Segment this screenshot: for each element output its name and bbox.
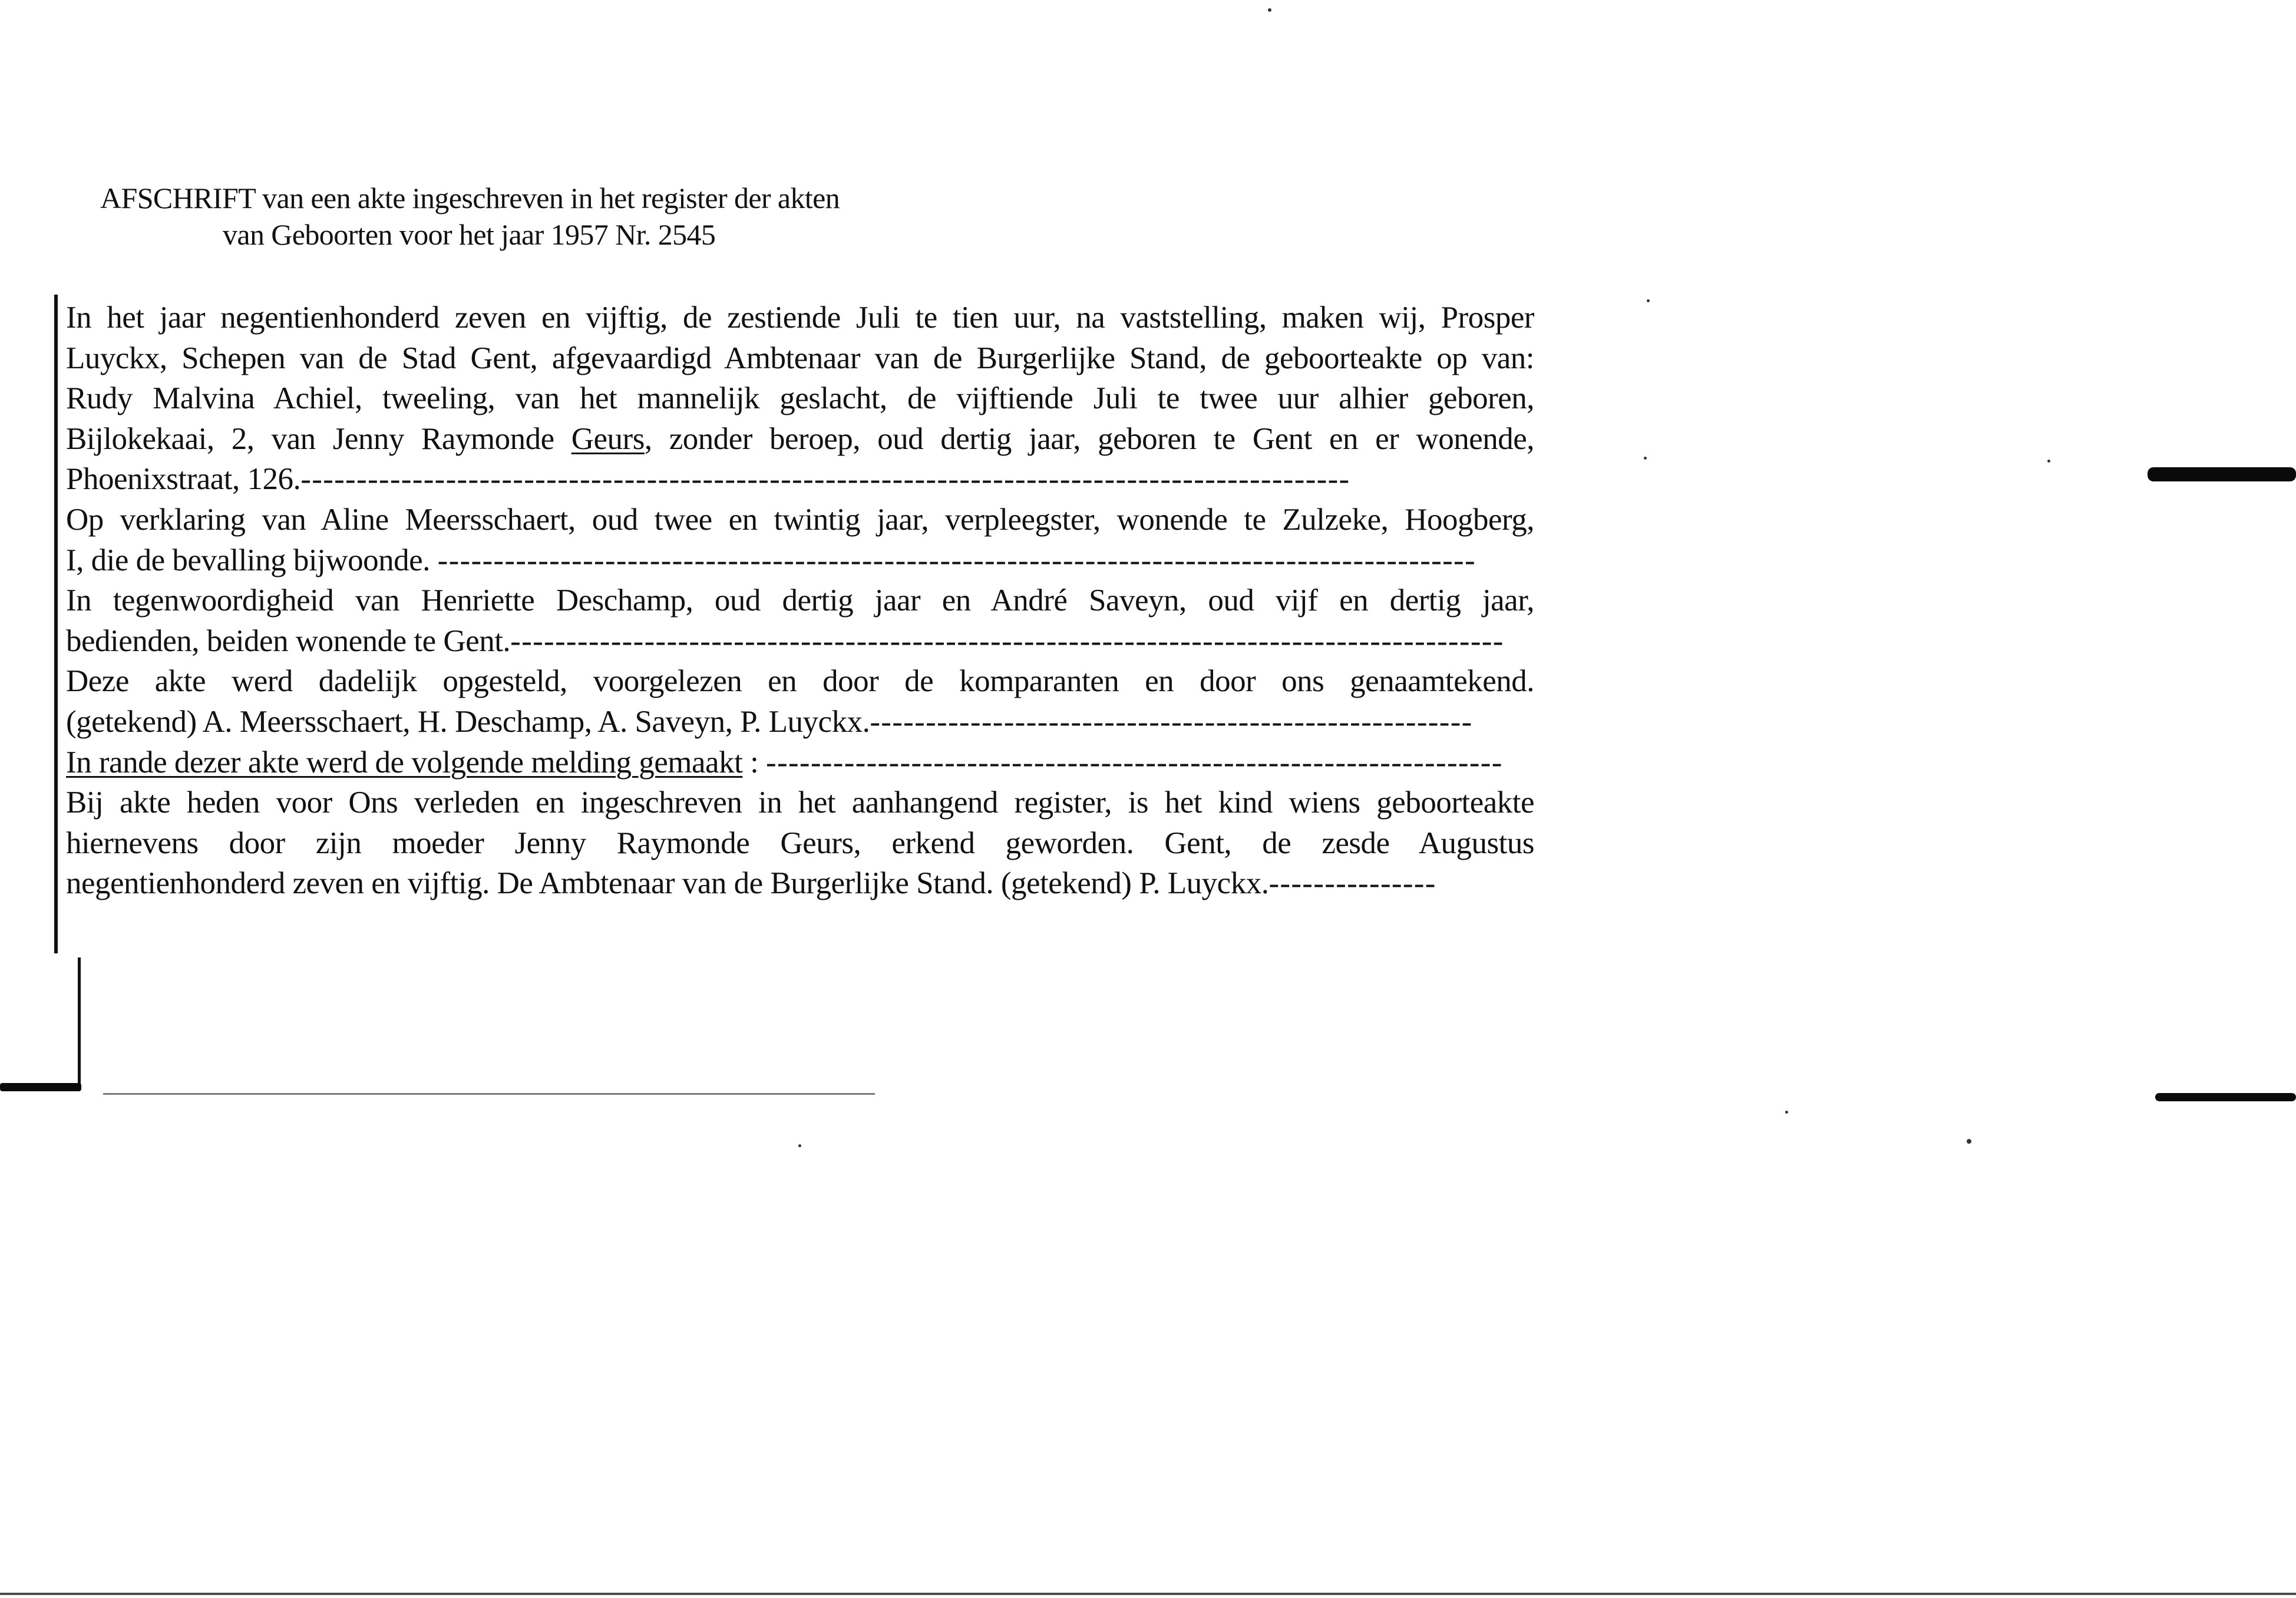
speck — [798, 1144, 801, 1147]
text-line — [66, 500, 1534, 540]
line-text-content: Bij akte heden voor Ons verleden en ingeschreven in het aanhangend register, is het kind wiens geboorteakte — [66, 785, 1534, 820]
line-text-content: In het jaar negentienhonderd zeven en vijftig, de zestiende Juli te tien uur, na vaststelling, maken wij, Prosper — [66, 301, 1534, 335]
text-line — [66, 419, 1534, 460]
scan-mark-right-top — [2148, 467, 2296, 481]
line-text-content: hiernevens door zijn moeder Jenny Raymonde Geurs, erkend geworden. Gent, de zesde Augustus — [66, 826, 1534, 860]
text-line — [66, 378, 1534, 419]
text-line — [66, 702, 1534, 742]
text-line — [66, 621, 1534, 662]
speck — [1647, 299, 1650, 302]
document-header — [88, 180, 901, 253]
text-line — [66, 459, 1534, 500]
text-line — [66, 783, 1534, 823]
scan-mark-bottom-left — [0, 1083, 81, 1091]
text-line — [66, 298, 1534, 338]
scan-line-page-bottom — [0, 1593, 2296, 1595]
line-text — [66, 459, 300, 500]
line-text — [66, 540, 438, 581]
line-text — [66, 378, 1534, 419]
underlined-text: Geurs — [571, 421, 645, 456]
line-text-post: : — [742, 745, 767, 780]
line-text — [66, 580, 1534, 621]
line-text — [66, 338, 1534, 379]
line-text — [66, 298, 1534, 338]
lower-margin-bar — [78, 958, 81, 1090]
text-line — [66, 661, 1534, 702]
speck — [1967, 1139, 1971, 1144]
text-line — [66, 863, 1534, 904]
line-text — [66, 823, 1534, 864]
dash-filler: --------------------------------------------------------------------------------------------- — [437, 543, 1476, 577]
text-line — [66, 338, 1534, 379]
speck — [1268, 8, 1271, 12]
line-text-content: Luyckx, Schepen van de Stad Gent, afgevaardigd Ambtenaar van de Burgerlijke Stand, de geboorteakte op van: — [66, 341, 1534, 375]
line-text-pre: Bijlokekaai, 2, van Jenny Raymonde — [66, 421, 571, 456]
scan-mark-right-bottom — [2155, 1093, 2296, 1101]
dash-filler: --------------- — [1268, 866, 1436, 901]
line-text-post: , zonder beroep, oud dertig jaar, geboren te Gent en er wonende, — [644, 421, 1534, 456]
speck — [1644, 457, 1647, 460]
dash-filler: ---------------------------------------------------------------------------------------------- — [300, 462, 1350, 497]
text-line — [66, 742, 1534, 783]
line-text-content: bedienden, beiden wonende te Gent. — [66, 623, 511, 658]
line-text — [66, 661, 1534, 702]
text-line — [66, 580, 1534, 621]
line-text-content: negentienhonderd zeven en vijftig. De Ambtenaar van de Burgerlijke Stand. (getekend) P. Luyckx. — [66, 866, 1269, 901]
line-text-content: Rudy Malvina Achiel, tweeling, van het mannelijk geslacht, de vijftiende Juli te twee uur alhier geboren, — [66, 381, 1534, 416]
line-text-content: (getekend) A. Meersschaert, H. Deschamp, A. Saveyn, P. Luyckx. — [66, 704, 870, 739]
line-text — [66, 783, 1534, 823]
document-body — [66, 298, 1534, 904]
line-text — [66, 863, 1268, 904]
line-text — [66, 419, 1534, 460]
dash-filler: ------------------------------------------------------------------ — [766, 745, 1503, 780]
line-text — [66, 702, 870, 742]
dash-filler: ------------------------------------------------------ — [870, 704, 1473, 739]
speck — [2047, 460, 2050, 463]
speck — [1785, 1111, 1788, 1114]
dash-filler: ----------------------------------------------------------------------------------------- — [510, 623, 1504, 658]
line-text-content: In tegenwoordigheid van Henriette Deschamp, oud dertig jaar en André Saveyn, oud vijf en dertig jaar, — [66, 583, 1534, 618]
text-line — [66, 823, 1534, 864]
header-line-1: AFSCHRIFT van een akte ingeschreven in het register der akten — [100, 181, 840, 214]
text-line — [66, 540, 1534, 581]
line-text — [66, 621, 510, 662]
line-text-content: Deze akte werd dadelijk opgesteld, voorgelezen en door de komparanten en door ons genaamtekend. — [66, 664, 1534, 699]
underlined-text: In rande dezer akte werd de volgende melding gemaakt — [66, 745, 743, 780]
scan-line-bottom-left — [103, 1093, 875, 1095]
line-text — [66, 742, 766, 783]
left-margin-bar — [54, 295, 58, 953]
line-text-content: Op verklaring van Aline Meersschaert, oud twee en twintig jaar, verpleegster, wonende te Zulzeke, Hoogberg, — [66, 502, 1534, 537]
line-text-content: Phoenixstraat, 126. — [66, 462, 301, 497]
line-text-content: I, die de bevalling bijwoonde. — [66, 543, 438, 577]
header-line-2: van Geboorten voor het jaar 1957 Nr. 2545 — [223, 218, 716, 251]
line-text — [66, 500, 1534, 540]
